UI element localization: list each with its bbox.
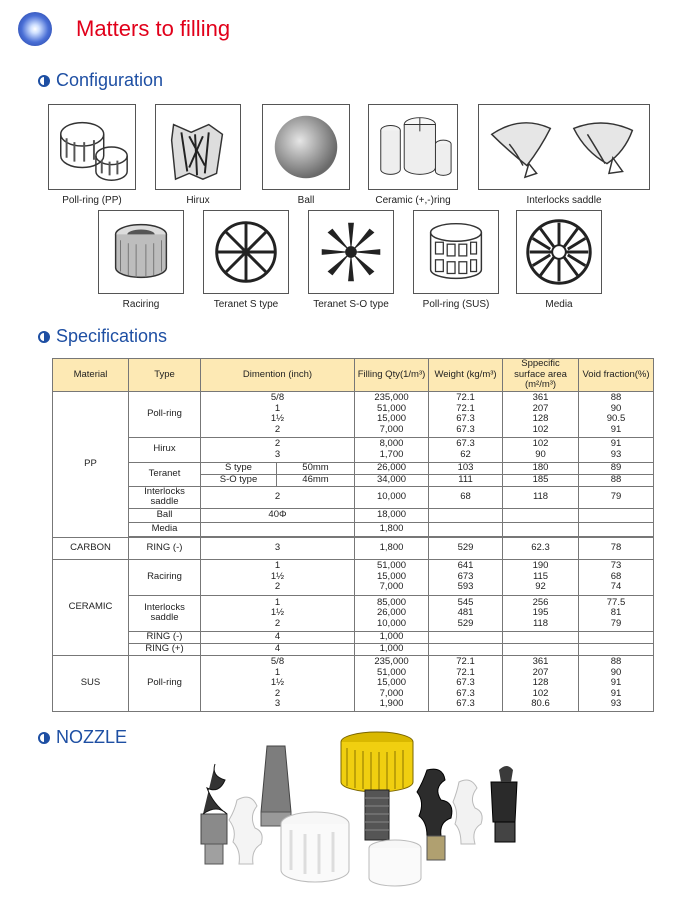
header-type: Type: [129, 359, 201, 392]
specifications-heading-text: Specifications: [56, 326, 168, 346]
config-item-hirux: [155, 104, 241, 206]
fill-cell: 8,000 1,700: [355, 437, 429, 462]
surface-cell: 62.3: [503, 537, 579, 559]
config-item-ball: [262, 104, 350, 206]
type-cell: Poll-ring: [129, 655, 201, 711]
config-item-media: [516, 210, 602, 310]
config-caption: Teranet S-O type: [313, 299, 389, 310]
weight-cell: 67.3 62: [429, 437, 503, 462]
config-caption: Raciring: [122, 299, 160, 310]
surface-cell: 361 207 128 102: [503, 391, 579, 437]
void-cell: 88 90 90.5 91: [579, 391, 654, 437]
dim-cell: 4: [201, 643, 355, 655]
dim-cell: 2 3: [201, 437, 355, 462]
type-cell: RING (+): [129, 643, 201, 655]
ball-icon: [262, 104, 350, 190]
config-caption: Interlocks saddle: [526, 195, 602, 206]
table-row: [53, 559, 654, 595]
subtype-cell: S-O type: [201, 474, 277, 486]
config-item-ceramic-ring: [368, 104, 458, 206]
table-row: [53, 462, 654, 474]
dim-cell: 1 1½ 2: [201, 595, 355, 631]
void-cell: 78: [579, 537, 654, 559]
weight-cell: 72.1 72.1 67.3 67.3: [429, 391, 503, 437]
dim-cell: 3: [201, 537, 355, 559]
type-cell: Interlocks saddle: [129, 595, 201, 631]
fill-cell: 26,000: [355, 462, 429, 474]
surface-cell: 185: [503, 474, 579, 486]
pollring-sus-icon: [413, 210, 499, 294]
table-header-row: [53, 359, 654, 392]
material-cell: CERAMIC: [53, 559, 129, 655]
half-circle-icon: [38, 75, 50, 87]
config-item-pollring-pp: [48, 104, 136, 206]
subtype-cell: S type: [201, 462, 277, 474]
config-caption: Poll-ring (PP): [62, 195, 122, 206]
nozzle-photo-icon: [195, 730, 535, 890]
void-cell: 77.5 81 79: [579, 595, 654, 631]
fill-cell: 51,000 15,000 7,000: [355, 559, 429, 595]
void-cell: 89: [579, 462, 654, 474]
configuration-heading-text: Configuration: [56, 70, 164, 90]
page-title: Matters to filling: [76, 16, 231, 41]
dim-cell: 40Φ: [201, 508, 355, 522]
fill-cell: 18,000: [355, 508, 429, 522]
table-row: [53, 655, 654, 711]
material-cell: SUS: [53, 655, 129, 711]
hirux-icon: [155, 104, 241, 190]
dim-cell: 2: [201, 486, 355, 508]
fill-cell: 85,000 26,000 10,000: [355, 595, 429, 631]
table-row: [53, 437, 654, 462]
void-cell: 88 90 91 91 93: [579, 655, 654, 711]
fill-cell: 1,000: [355, 643, 429, 655]
half-circle-icon: [38, 331, 50, 343]
table-row: [53, 508, 654, 522]
material-cell: CARBON: [53, 537, 129, 559]
header-weight: Weight (kg/m³): [429, 359, 503, 392]
weight-cell: 545 481 529: [429, 595, 503, 631]
raciring-icon: [98, 210, 184, 294]
type-cell: Hirux: [129, 437, 201, 462]
void-cell: 73 68 74: [579, 559, 654, 595]
type-cell: RING (-): [129, 537, 201, 559]
dim-cell: 5/8 1 1½ 2: [201, 391, 355, 437]
teranet-so-icon: [308, 210, 394, 294]
fill-cell: 34,000: [355, 474, 429, 486]
fill-cell: 10,000: [355, 486, 429, 508]
config-item-pollring-sus: [413, 210, 499, 310]
surface-cell: 190 115 92: [503, 559, 579, 595]
type-cell: Interlocks saddle: [129, 486, 201, 508]
weight-cell: 72.1 72.1 67.3 67.3 67.3: [429, 655, 503, 711]
table-row: [53, 522, 654, 536]
specifications-heading: [38, 326, 167, 347]
type-cell: Media: [129, 522, 201, 536]
void-cell: 88: [579, 474, 654, 486]
fill-cell: 1,800: [355, 537, 429, 559]
spiral-nozzle-left-icon: [201, 764, 227, 864]
weight-cell: 111: [429, 474, 503, 486]
interlocks-saddle-icon: [478, 104, 650, 190]
header-surface: Sppecific surface area (m²/m³): [503, 359, 579, 392]
dim-cell: 4: [201, 631, 355, 643]
spec-table: [52, 358, 654, 712]
void-cell: 91 93: [579, 437, 654, 462]
surface-cell: 361 207 128 102 80.6: [503, 655, 579, 711]
ceramic-ring-icon: [368, 104, 458, 190]
weight-cell: 641 673 593: [429, 559, 503, 595]
table-row: [53, 391, 654, 437]
surface-cell: 256 195 118: [503, 595, 579, 631]
header-material: Material: [53, 359, 129, 392]
nozzle-heading-text: NOZZLE: [56, 727, 128, 747]
config-caption: Media: [545, 299, 573, 310]
config-item-teranet-so: [308, 210, 394, 310]
table-row: [53, 595, 654, 631]
table-row: [53, 537, 654, 559]
void-cell: 79: [579, 486, 654, 508]
type-cell: RING (-): [129, 631, 201, 643]
dim-cell: 50mm: [277, 462, 355, 474]
header-dimention: Dimention (inch): [201, 359, 355, 392]
config-caption: Teranet S type: [213, 299, 279, 310]
nozzle-heading: [38, 727, 127, 748]
type-cell: Teranet: [129, 462, 201, 486]
type-cell: Poll-ring: [129, 391, 201, 437]
dim-cell: 5/8 1 1½ 2 3: [201, 655, 355, 711]
config-item-teranet-s: [203, 210, 289, 310]
dim-cell: 1 1½ 2: [201, 559, 355, 595]
fill-cell: 235,000 51,000 15,000 7,000: [355, 391, 429, 437]
config-caption: Hirux: [186, 195, 210, 206]
config-caption: Ball: [297, 195, 315, 206]
config-caption: Poll-ring (SUS): [422, 299, 490, 310]
type-cell: Raciring: [129, 559, 201, 595]
header-void: Void fraction(%): [579, 359, 654, 392]
fill-cell: 235,000 51,000 15,000 7,000 1,900: [355, 655, 429, 711]
weight-cell: 529: [429, 537, 503, 559]
fill-cell: 1,000: [355, 631, 429, 643]
table-row: [53, 631, 654, 643]
table-row: [53, 643, 654, 655]
dim-cell: 46mm: [277, 474, 355, 486]
config-item-raciring: [98, 210, 184, 310]
half-circle-icon: [38, 732, 50, 744]
weight-cell: 68: [429, 486, 503, 508]
table-row: [53, 486, 654, 508]
surface-cell: 180: [503, 462, 579, 474]
header-logo-icon: [18, 12, 52, 46]
pollring-pp-icon: [48, 104, 136, 190]
type-cell: Ball: [129, 508, 201, 522]
config-item-interlocks-saddle: [478, 104, 650, 206]
media-icon: [516, 210, 602, 294]
fill-cell: 1,800: [355, 522, 429, 536]
surface-cell: 102 90: [503, 437, 579, 462]
config-caption: Ceramic (+,-)ring: [375, 195, 451, 206]
configuration-heading: [38, 70, 163, 91]
material-cell: PP: [53, 391, 129, 537]
surface-cell: 118: [503, 486, 579, 508]
header-filling: Filling Qty(1/m³): [355, 359, 429, 392]
weight-cell: 103: [429, 462, 503, 474]
teranet-s-icon: [203, 210, 289, 294]
